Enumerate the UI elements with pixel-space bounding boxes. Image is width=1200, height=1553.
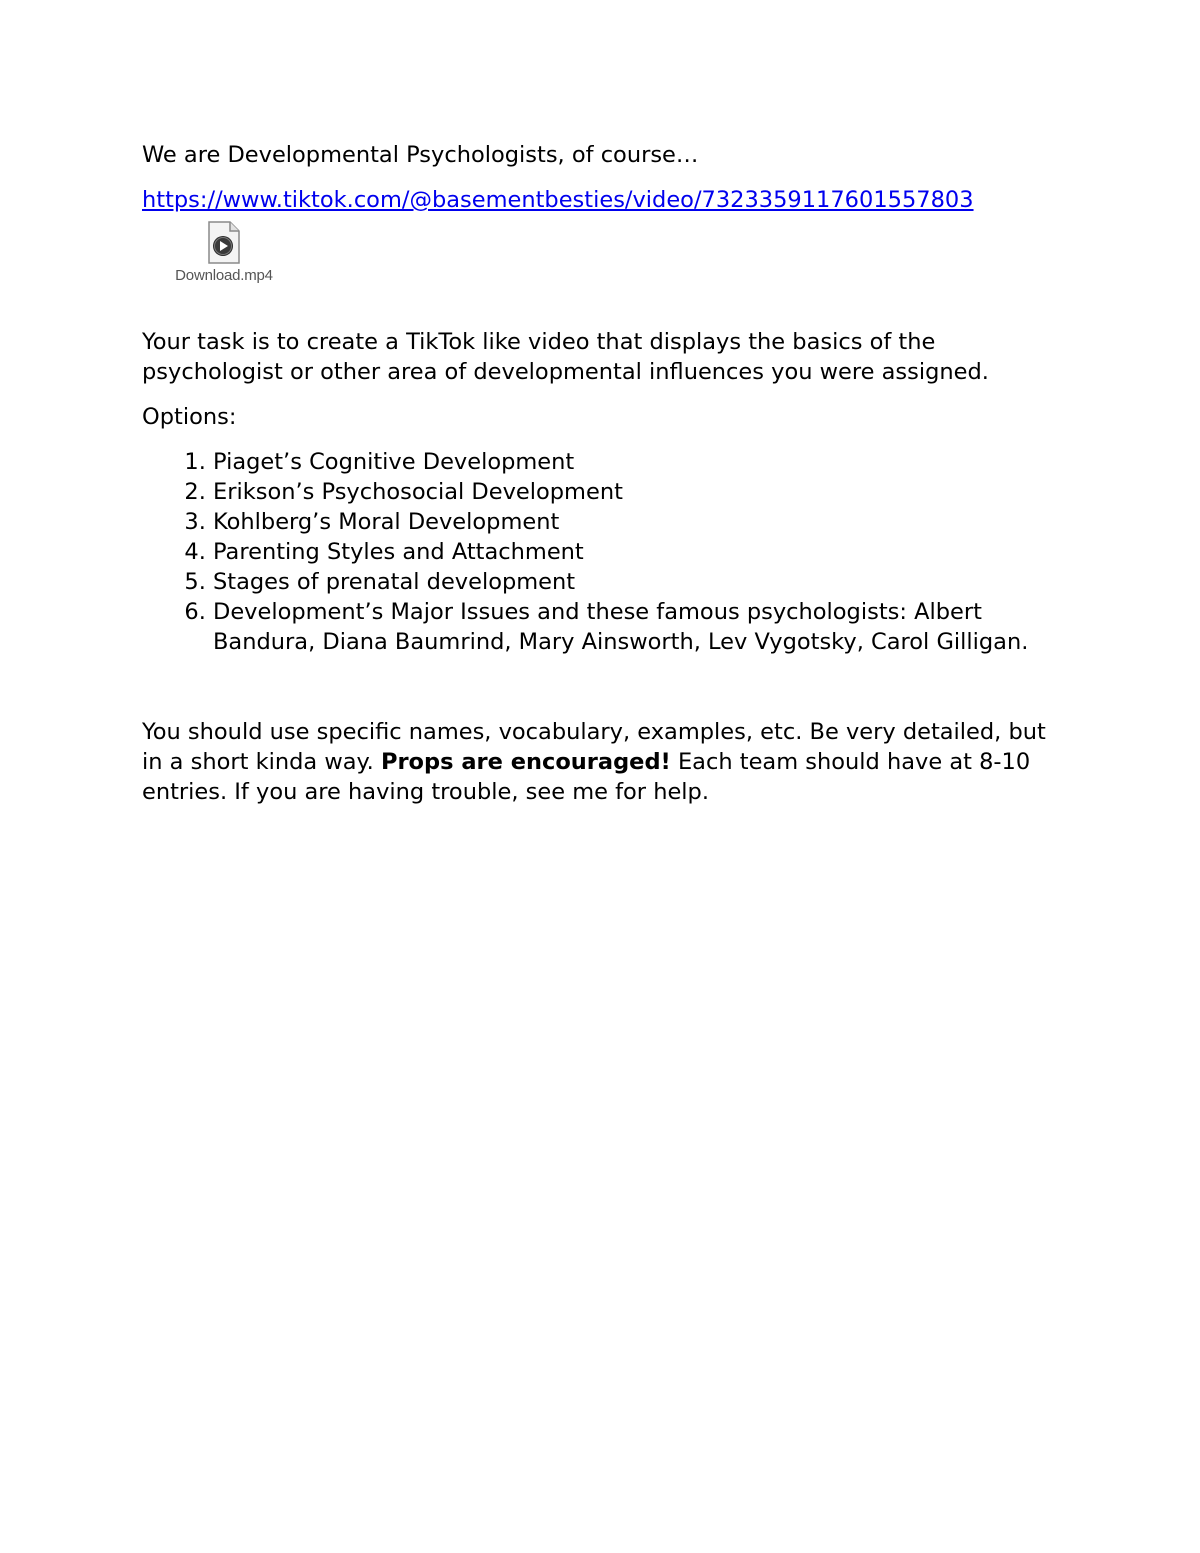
document-page bbox=[142, 140, 1072, 822]
option-item: 2. Erikson’s Psychosocial Development bbox=[213, 477, 1072, 507]
options-list bbox=[142, 447, 1072, 657]
props-encouraged-text: Props are encouraged! bbox=[380, 749, 671, 775]
options-label: Options: bbox=[142, 404, 237, 430]
video-file-icon bbox=[206, 221, 242, 265]
closing-instructions bbox=[142, 717, 1072, 807]
option-item: 1. Piaget’s Cognitive Development bbox=[213, 447, 1072, 477]
attachment-download-mp4[interactable] bbox=[154, 221, 294, 285]
closing-text-part2: Each team should have at 8-10 entries. If you are having trouble, see me for help. bbox=[142, 749, 1031, 805]
intro-line: We are Developmental Psychologists, of course… bbox=[142, 142, 699, 168]
option-item: 6. Development’s Major Issues and these famous psychologists: Albert Bandura, Diana Baumrind, Mary Ainsworth, Lev Vygotsky, Carol Gilligan. bbox=[213, 597, 1072, 657]
option-item: 4. Parenting Styles and Attachment bbox=[213, 537, 1072, 567]
tiktok-video-link[interactable]: https://www.tiktok.com/@basementbesties/video/7323359117601557803 bbox=[142, 187, 974, 213]
attachment-filename: Download.mp4 bbox=[175, 267, 273, 284]
option-item: 3. Kohlberg’s Moral Development bbox=[213, 507, 1072, 537]
closing-text-part1: You should use specific names, vocabulary, examples, etc. Be very detailed, but in a short kinda way. bbox=[142, 719, 1046, 775]
task-description: Your task is to create a TikTok like video that displays the basics of the psychologist or other area of developmental influences you were assigned. bbox=[142, 329, 989, 385]
option-item: 5. Stages of prenatal development bbox=[213, 567, 1072, 597]
